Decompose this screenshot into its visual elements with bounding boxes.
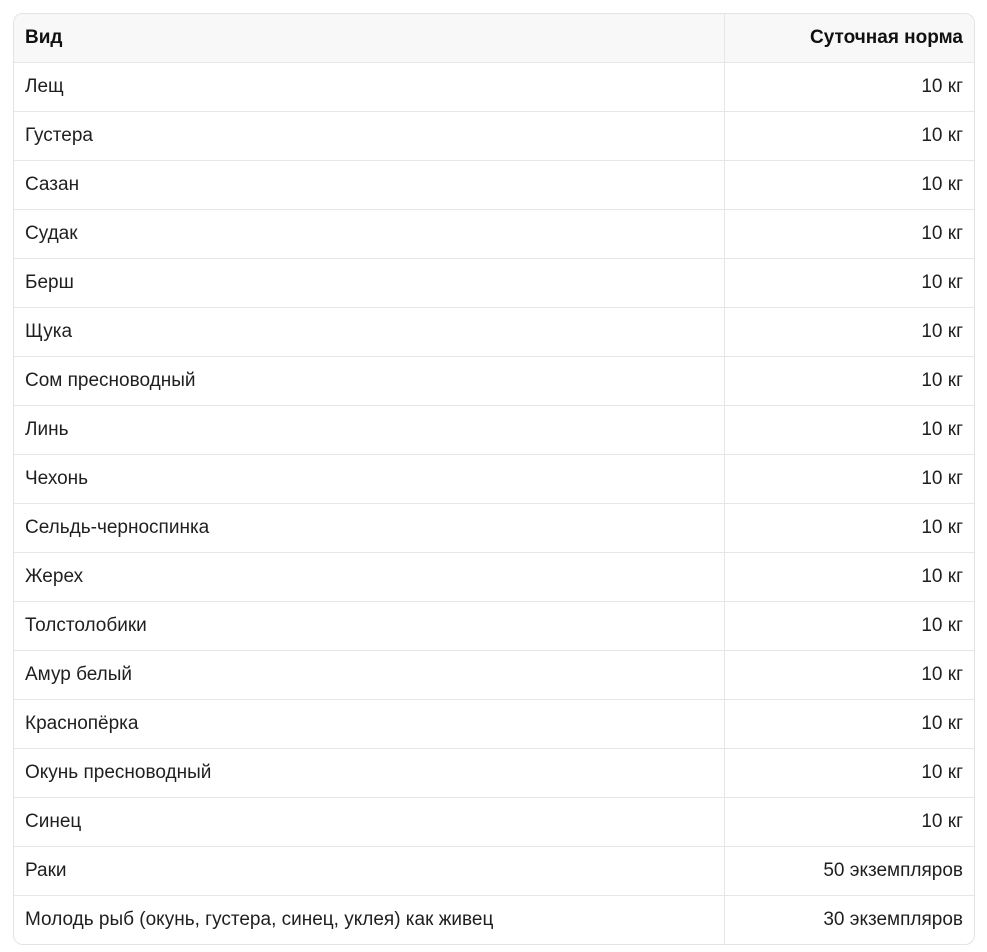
daily-norm-cell: 10 кг <box>724 161 974 210</box>
table-row <box>14 308 974 357</box>
daily-norm-cell: 10 кг <box>724 749 974 798</box>
table-row <box>14 63 974 112</box>
daily-norm-cell: 10 кг <box>724 63 974 112</box>
species-cell: Щука <box>14 308 724 357</box>
daily-norm-cell: 10 кг <box>724 112 974 161</box>
species-cell: Линь <box>14 406 724 455</box>
table-row <box>14 161 974 210</box>
species-cell: Синец <box>14 798 724 847</box>
daily-norm-cell: 10 кг <box>724 357 974 406</box>
catch-limits-table-container <box>13 13 975 945</box>
table-row <box>14 847 974 896</box>
species-cell: Раки <box>14 847 724 896</box>
table-row <box>14 602 974 651</box>
species-cell: Лещ <box>14 63 724 112</box>
daily-norm-cell: 30 экземпляров <box>823 909 963 930</box>
species-cell: Судак <box>14 210 724 259</box>
species-cell: Сельдь-черноспинка <box>14 504 724 553</box>
species-cell: Молодь рыб (окунь, густера, синец, уклея) как живец <box>14 896 724 945</box>
daily-norm-cell: 10 кг <box>724 504 974 553</box>
daily-norm-cell: 10 кг <box>724 798 974 847</box>
daily-norm-cell: 10 кг <box>724 210 974 259</box>
daily-norm-cell: 10 кг <box>724 651 974 700</box>
species-cell: Толстолобики <box>14 602 724 651</box>
species-cell: Чехонь <box>14 455 724 504</box>
species-cell: Краснопёрка <box>14 700 724 749</box>
daily-norm-cell: 10 кг <box>724 700 974 749</box>
table-row <box>14 210 974 259</box>
table-row <box>14 798 974 847</box>
daily-norm-cell: 50 экземпляров <box>724 847 974 896</box>
daily-norm-cell: 10 кг <box>724 553 974 602</box>
daily-norm-cell: 10 кг <box>724 308 974 357</box>
species-cell: Берш <box>14 259 724 308</box>
daily-norm-cell: 10 кг <box>724 406 974 455</box>
column-header-species: Вид <box>14 14 724 63</box>
header-row <box>14 14 974 63</box>
table-body <box>14 63 974 945</box>
daily-norm-cell: 10 кг <box>724 602 974 651</box>
species-cell: Сом пресноводный <box>14 357 724 406</box>
table-row <box>14 749 974 798</box>
column-header-daily-norm: Суточная норма <box>724 14 974 63</box>
species-cell: Окунь пресноводный <box>14 749 724 798</box>
table-row <box>14 455 974 504</box>
species-cell: Амур белый <box>14 651 724 700</box>
species-cell: Жерех <box>14 553 724 602</box>
species-cell: Сазан <box>14 161 724 210</box>
table-row <box>14 406 974 455</box>
daily-norm-cell: 10 кг <box>724 259 974 308</box>
table-row <box>14 357 974 406</box>
table-row <box>14 700 974 749</box>
table-row <box>14 504 974 553</box>
table-row <box>14 896 974 945</box>
table-row <box>14 651 974 700</box>
species-cell: Густера <box>14 112 724 161</box>
catch-limits-table <box>14 14 974 944</box>
table-row <box>14 553 974 602</box>
table-header <box>14 14 974 63</box>
table-row <box>14 112 974 161</box>
daily-norm-cell: 10 кг <box>724 455 974 504</box>
table-row <box>14 259 974 308</box>
